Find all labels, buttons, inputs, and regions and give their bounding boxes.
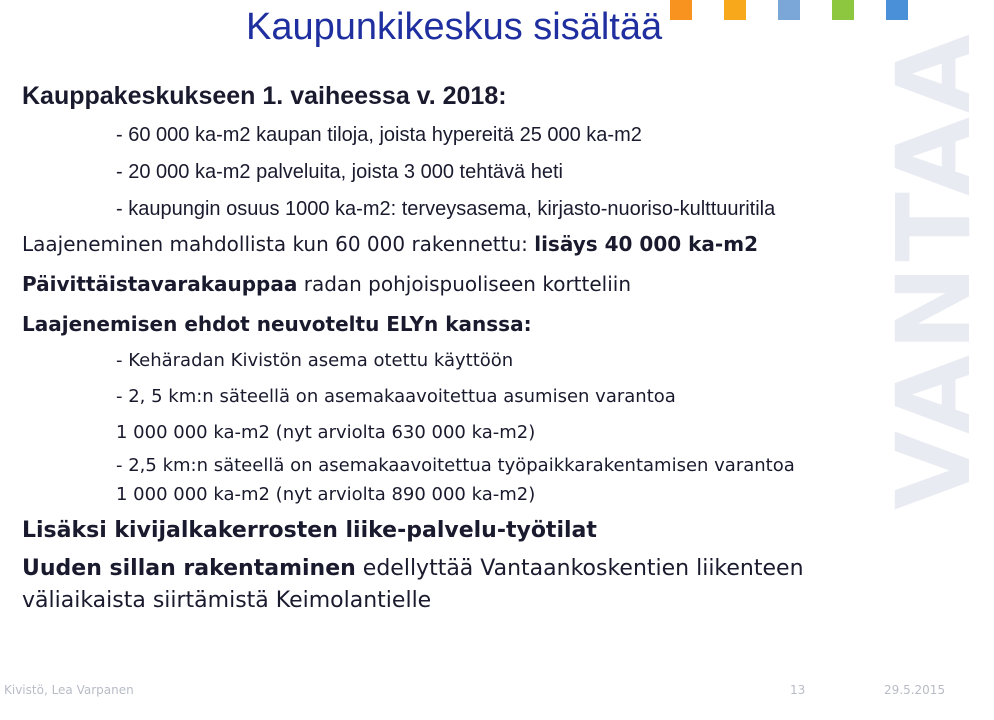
expansion-line: [22, 232, 758, 256]
condition-3-detail: 1 000 000 ka-m2 (nyt arviolta 890 000 ka-m2): [116, 484, 536, 505]
condition-3: - 2,5 km:n säteellä on asemakaavoitettua työpaikkarakentamisen varantoa: [116, 455, 795, 476]
bridge-bold: Uuden sillan rakentaminen: [22, 556, 356, 581]
bridge-text: edellyttää Vantaankoskentien liikenteen: [355, 556, 804, 581]
vantaa-watermark: VANTAA: [875, 30, 994, 510]
condition-2: - 2, 5 km:n säteellä on asemakaavoitettua asumisen varantoa: [116, 386, 676, 407]
additional-line: Lisäksi kivijalkakerrosten liike-palvelu-työtilat: [22, 518, 597, 543]
bridge-line-2: väliaikaista siirtämistä Keimolantielle: [22, 588, 432, 613]
footer-page-number: 13: [790, 683, 806, 697]
phase-bullet-3: - kaupungin osuus 1000 ka-m2: terveysasema, kirjasto-nuoriso-kulttuuritila: [116, 198, 776, 220]
grocery-line: [22, 272, 631, 296]
condition-2-detail: 1 000 000 ka-m2 (nyt arviolta 630 000 ka-m2): [116, 422, 536, 443]
phase-bullet-2: - 20 000 ka-m2 palveluita, joista 3 000 tehtävä heti: [116, 161, 563, 183]
blue-square: [886, 0, 908, 20]
orange-square: [670, 0, 692, 20]
green-square: [832, 0, 854, 20]
light-blue-square: [778, 0, 800, 20]
bridge-line: [22, 556, 804, 581]
expansion-text: Laajeneminen mahdollista kun 60 000 rakennettu:: [22, 232, 535, 256]
grocery-text: radan pohjoispuoliseen kortteliin: [297, 272, 632, 296]
phase-bullet-1: - 60 000 ka-m2 kaupan tiloja, joista hypereitä 25 000 ka-m2: [116, 124, 642, 146]
footer-author: Kivistö, Lea Varpanen: [4, 683, 134, 697]
footer-date: 29.5.2015: [884, 683, 946, 697]
conditions-heading: Laajenemisen ehdot neuvoteltu ELYn kanssa:: [22, 312, 532, 336]
slide-title: Kaupunkikeskus sisältää: [246, 6, 663, 48]
amber-square: [724, 0, 746, 20]
grocery-bold: Päivittäistavarakauppaa: [22, 272, 298, 296]
phase-heading: Kauppakeskukseen 1. vaiheessa v. 2018:: [22, 82, 507, 110]
condition-1: - Kehäradan Kivistön asema otettu käyttöön: [116, 350, 514, 371]
expansion-bold: lisäys 40 000 ka-m2: [534, 232, 758, 256]
